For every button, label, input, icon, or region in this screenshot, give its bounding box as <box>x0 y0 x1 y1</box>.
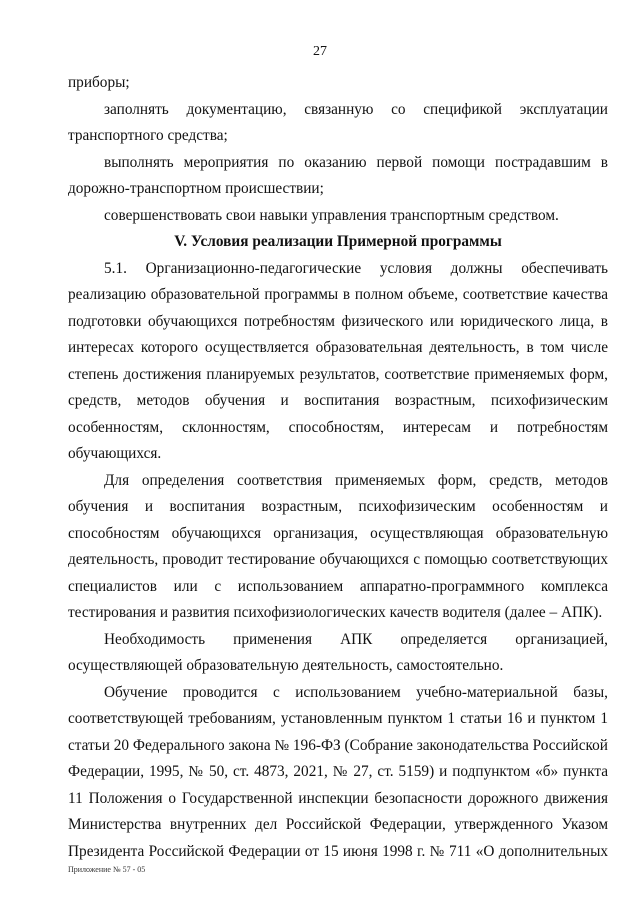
paragraph-improve-skills: совершенствовать свои навыки управления транспортным средством. <box>104 206 559 224</box>
document-body <box>68 70 608 865</box>
paragraph-first-aid: выполнять мероприятия по оказанию первой помощи пострадавшим в дорожно-транспортном происшествии; <box>68 153 608 197</box>
paragraph-fill-documentation: заполнять документацию, связанную со спецификой эксплуатации транспортного средства; <box>68 100 608 144</box>
paragraph-5-1: 5.1. Организационно-педагогические условия должны обеспечивать реализацию образовательной программы в полном объеме, соответствие качества подготовки обучающихся потребностям физического или юридического лица, в интересах которого осуществляется образовательная деятельность, в том числе степень достижения планируемых результатов, соответствие применяемых форм, средств, методов обучения и воспитания возрастным, психофизическим особенностям, склонностям, способностям, интересам и потребностям обучающихся. <box>68 259 608 462</box>
paragraph-apk-necessity: Необходимость применения АПК определяется организацией, осуществляющей образовательную деятельность, самостоятельно. <box>68 630 608 674</box>
page-number: 27 <box>313 44 327 59</box>
paragraph-continuation: приборы; <box>68 74 130 91</box>
paragraph-testing: Для определения соответствия применяемых форм, средств, методов обучения и воспитания возрастным, психофизическим особенностям и способностям обучающихся организация, осуществляющая образовательную деятельность, проводит тестирование обучающихся с помощью соответствующих специалистов или с использованием аппаратно-программного комплекса тестирования и развития психофизиологических качеств водителя (далее – АПК). <box>68 471 608 621</box>
paragraph-training-base: Обучение проводится с использованием учебно-материальной базы, соответствующей требованиям, установленным пунктом 1 статьи 16 и пунктом 1 статьи 20 Федерального закона № 196-ФЗ (Собрание законодательства Российской Федерации, 1995, № 50, ст. 4873, 2021, № 27, ст. 5159) и подпунктом «б» пункта 11 Положения о Государственной инспекции безопасности дорожного движения Министерства внутренних дел Российской Федерации, утвержденного Указом Президента Российской Федерации от 15 июня 1998 г. № 711 «О дополнительных <box>68 683 608 860</box>
section-heading: V. Условия реализации Примерной программы <box>174 233 502 250</box>
footer-annex-label: Приложение № 57 - 05 <box>68 865 146 874</box>
